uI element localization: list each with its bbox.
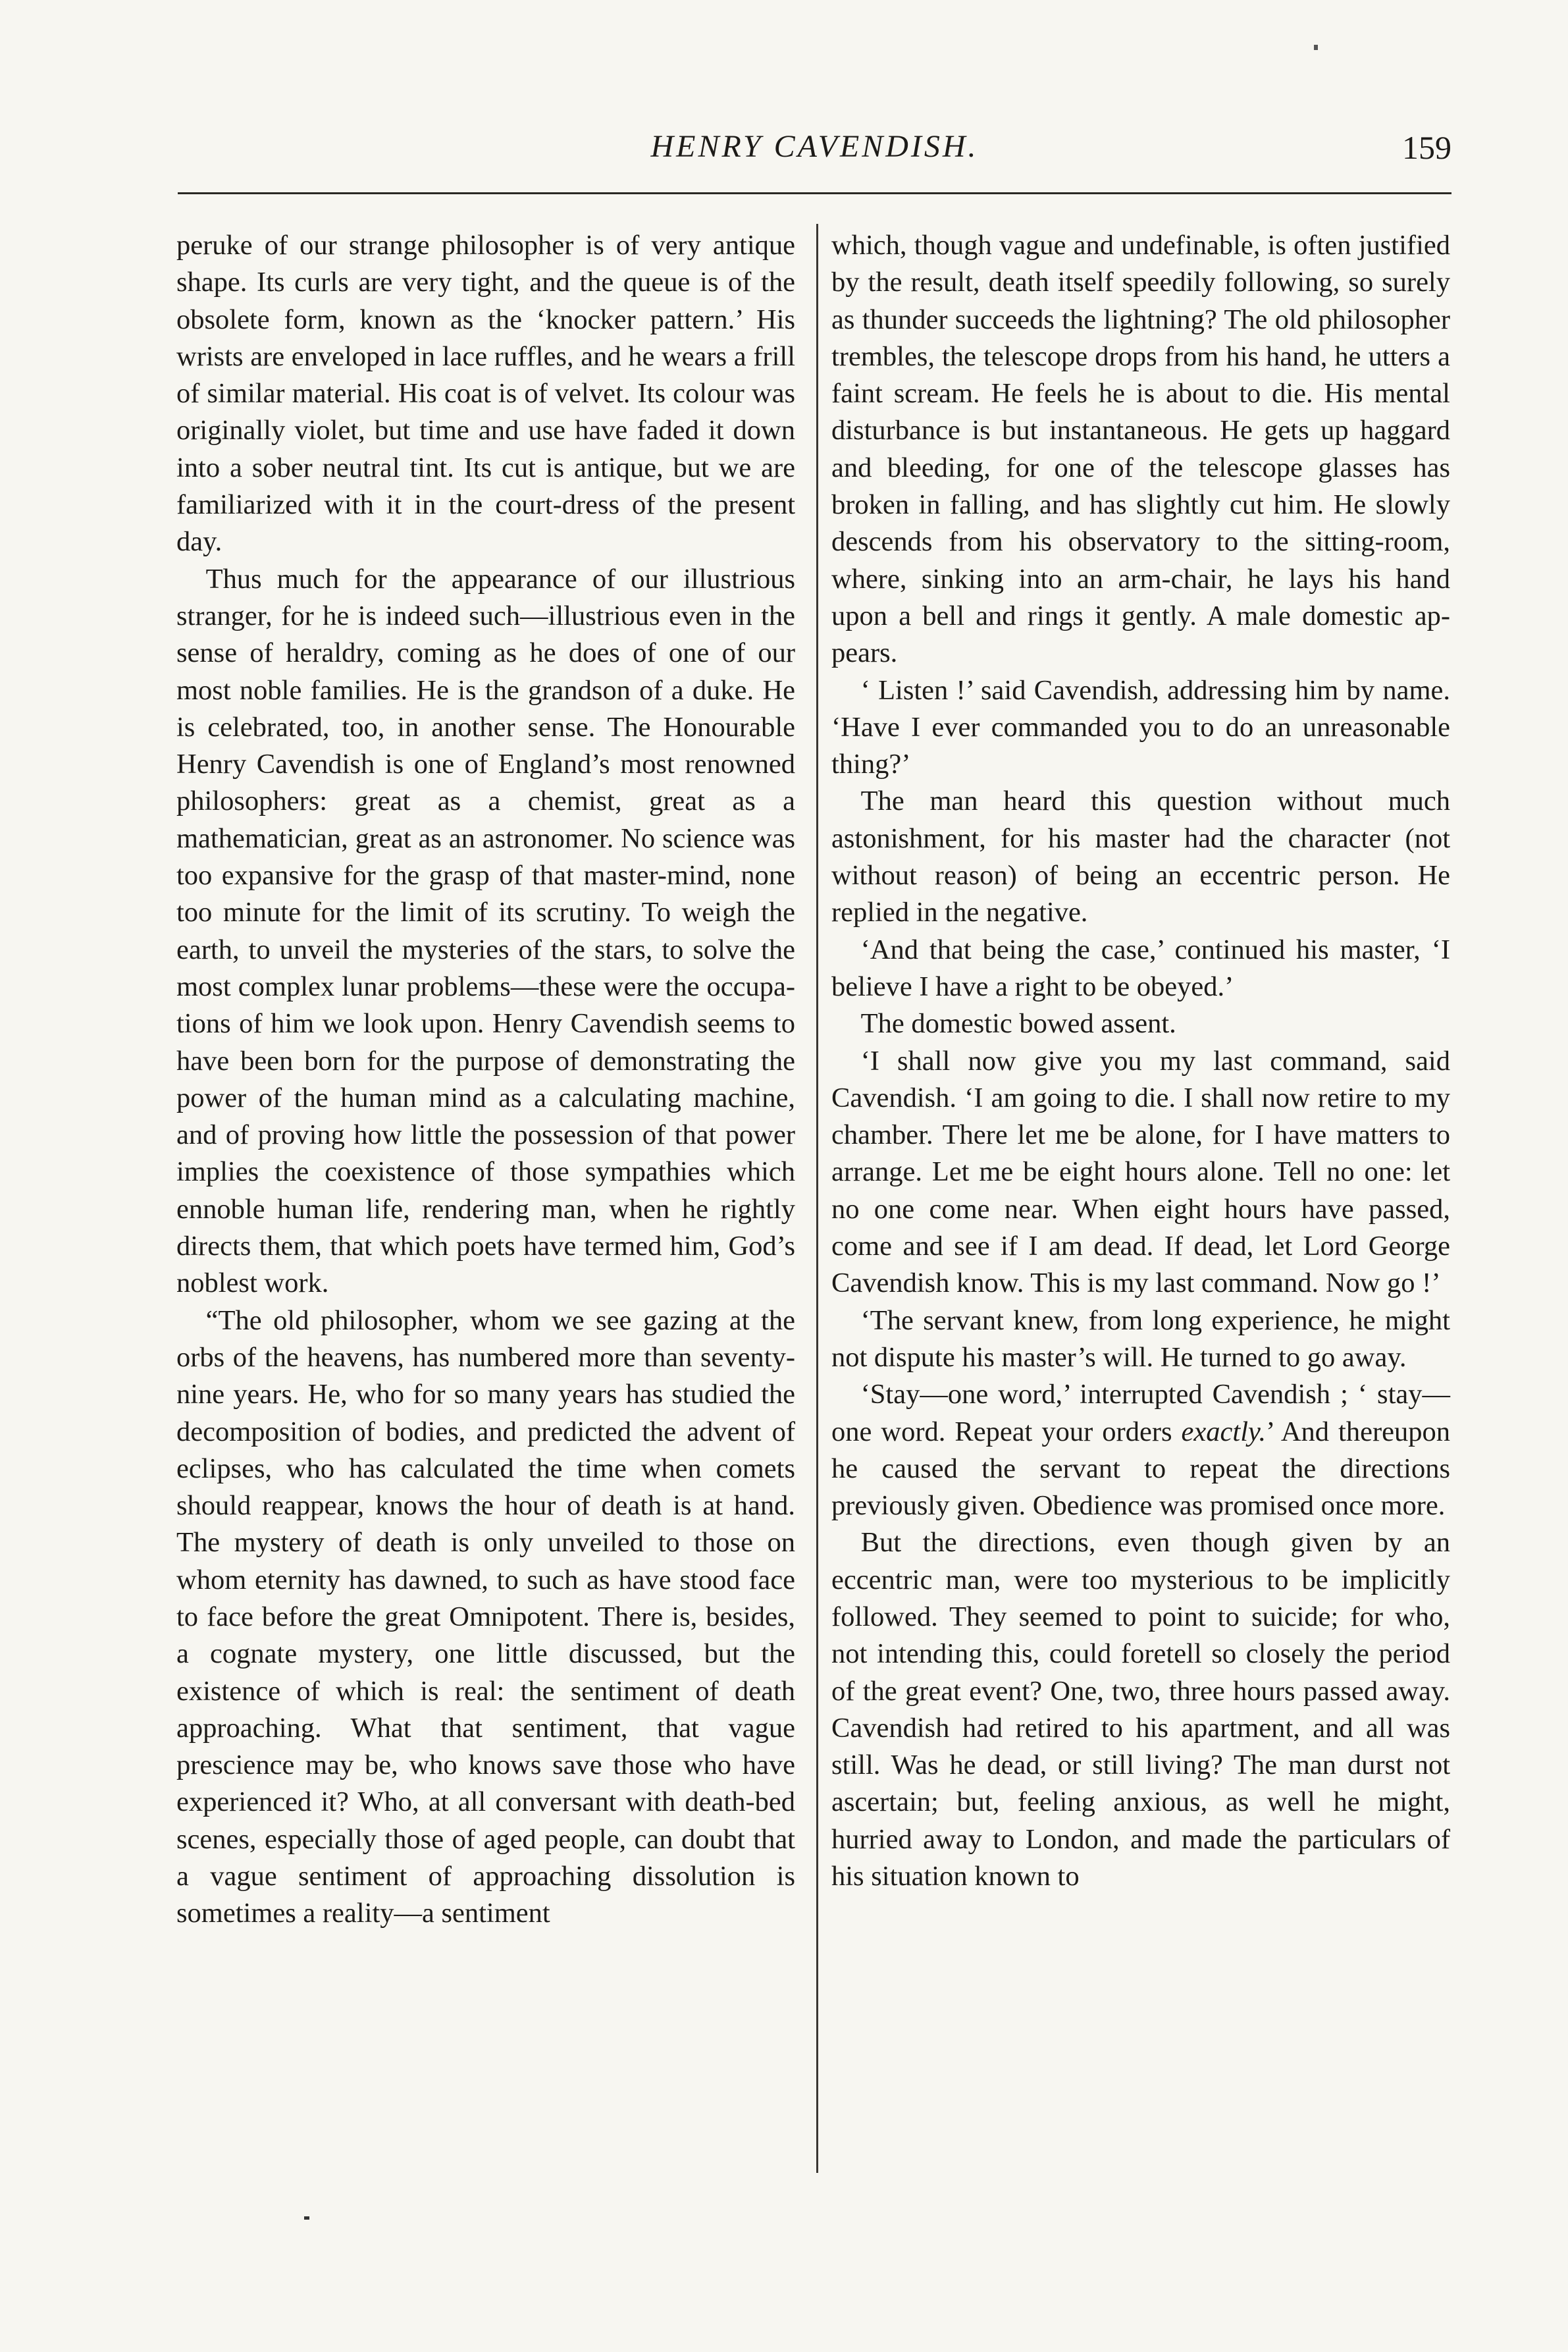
paragraph: The domestic bowed assent. xyxy=(860,1008,1176,1040)
paragraph: ‘And that being the case,’ continued his master, ‘I believe I have a right to be obeyed.’ xyxy=(831,934,1450,1002)
emphasis-text: exactly. xyxy=(1181,1416,1267,1447)
paragraph: But the directions, even though given by an eccentric man, were too mysterious to be implicitly followed. They seemed to point to suicide; for who, not intending this, could foretell so closely the period of the great event? One, two, three hours passed away. Cavendish had retired to his apartment, and all was still. Was he dead, or still living? The man durst not ascertain; but, feeling anxious, as well he might, hurried away to London, and made the particulars of his situation known to xyxy=(831,1527,1450,1892)
running-title: HENRY CAVENDISH. xyxy=(650,129,979,164)
paragraph: “The old philosopher, whom we see gazing at the orbs of the heavens, has numbered more than seventy-nine years. He, who for so many years has studied the decomposition of bodies, and predicted the advent of eclipses, who has calculated the time when comets should reappear, knows the hour of death is at hand. The mystery of death is only unveiled to those on whom eternity has dawned, to such as have stood face to face before the great Omnipotent. There is, besides, a cognate mystery, one little discussed, but the existence of which is real: the sentiment of death approaching. What that sentiment, that vague prescience may be, who knows save those who have experienced it? Who, at all conversant with death-bed scenes, especially those of aged people, can doubt that a vague sentiment of approaching dissolution is sometimes a reality—a sentiment xyxy=(176,1304,795,1929)
paragraph: ‘The servant knew, from long experience, he might not dispute his master’s will. He turned to go away. xyxy=(831,1304,1450,1373)
paragraph: ‘ Listen !’ said Cavendish, addressing him by name. ‘Have I ever commanded you to do an unreasonable thing?’ xyxy=(831,674,1450,780)
paragraph: The man heard this question without much astonishment, for his master had the character (not without reason) of being an eccentric person. He replied in the negative. xyxy=(831,786,1450,928)
paragraph: peruke of our strange philosopher is of very antique shape. Its curls are very tight, and the queue is of the obsolete form, known as the ‘knocker pattern.’ His wrists are enveloped in lace ruffles, and he wears a frill of similar material. His coat is of velvet. Its colour was originally violet, but time and use have faded it down into a sober neutral tint. Its cut is antique, but we are familiarized with it in the court-dress of the present day. xyxy=(176,230,795,558)
page-number: 159 xyxy=(1402,129,1451,166)
stray-ink-mark xyxy=(1314,45,1318,50)
header-rule xyxy=(178,192,1451,194)
page-header xyxy=(178,128,1451,188)
paragraph: Thus much for the appearance of our illustrious stranger, for he is indeed such—illustrious even in the sense of heraldry, coming as he does of one of our most noble families. He is the grandson of a duke. He is celebrated, too, in another sense. The Honourable Henry Cavendish is one of England’s most renowned philosophers: great as a chemist, great as a mathematician, great as an astronomer. No science was too expansive for the grasp of that master-mind, none too minute for the limit of its scrutiny. To weigh the earth, to unveil the mysteries of the stars, to solve the most complex lunar problems—these were the occupations of him we look upon. Henry Cavendish seems to have been born for the purpose of demonstrating the power of the human mind as a calculating machine, and of proving how little the possession of that power implies the coexistence of those sympathies which ennoble human life, rendering man, when he rightly directs them, that which poets have termed him, God’s noblest work. xyxy=(176,563,795,1299)
footer-mark xyxy=(304,2216,309,2220)
paragraph xyxy=(831,1376,1450,1524)
paragraph-text: ’ And thereupon he caused the servant to repeat the directions previously given. Obedience was promised once more. xyxy=(831,1416,1450,1522)
paragraph-text: ‘Stay—one word,’ interrupted Cavendish ; ‘ stay—one word. Repeat your orders xyxy=(831,1379,1450,1447)
paragraph: ‘I shall now give you my last command, said Cavendish. ‘I am going to die. I shall now retire to my chamber. There let me be alone, for I have matters to arrange. Let me be eight hours alone. Tell no one: let no one come near. When eight hours have passed, come and see if I am dead. If dead, let Lord George Cavendish know. This is my last command. Now go !’ xyxy=(831,1045,1450,1299)
left-column xyxy=(176,227,795,2176)
column-divider xyxy=(816,224,818,2173)
paragraph: which, though vague and undefinable, is often justified by the result, death itself speedily following, so surely as thunder succeeds the lightning? The old philosopher trembles, the telescope drops from his hand, he utters a faint scream. He feels he is about to die. His mental disturbance is but instantaneous. He gets up haggard and bleeding, for one of the telescope glasses has broken in falling, and has slightly cut him. He slowly descends from his observatory to the sitting-room, where, sinking into an arm-chair, he lays his hand upon a bell and rings it gently. A male domestic appears. xyxy=(831,230,1450,669)
right-column xyxy=(831,227,1450,2176)
